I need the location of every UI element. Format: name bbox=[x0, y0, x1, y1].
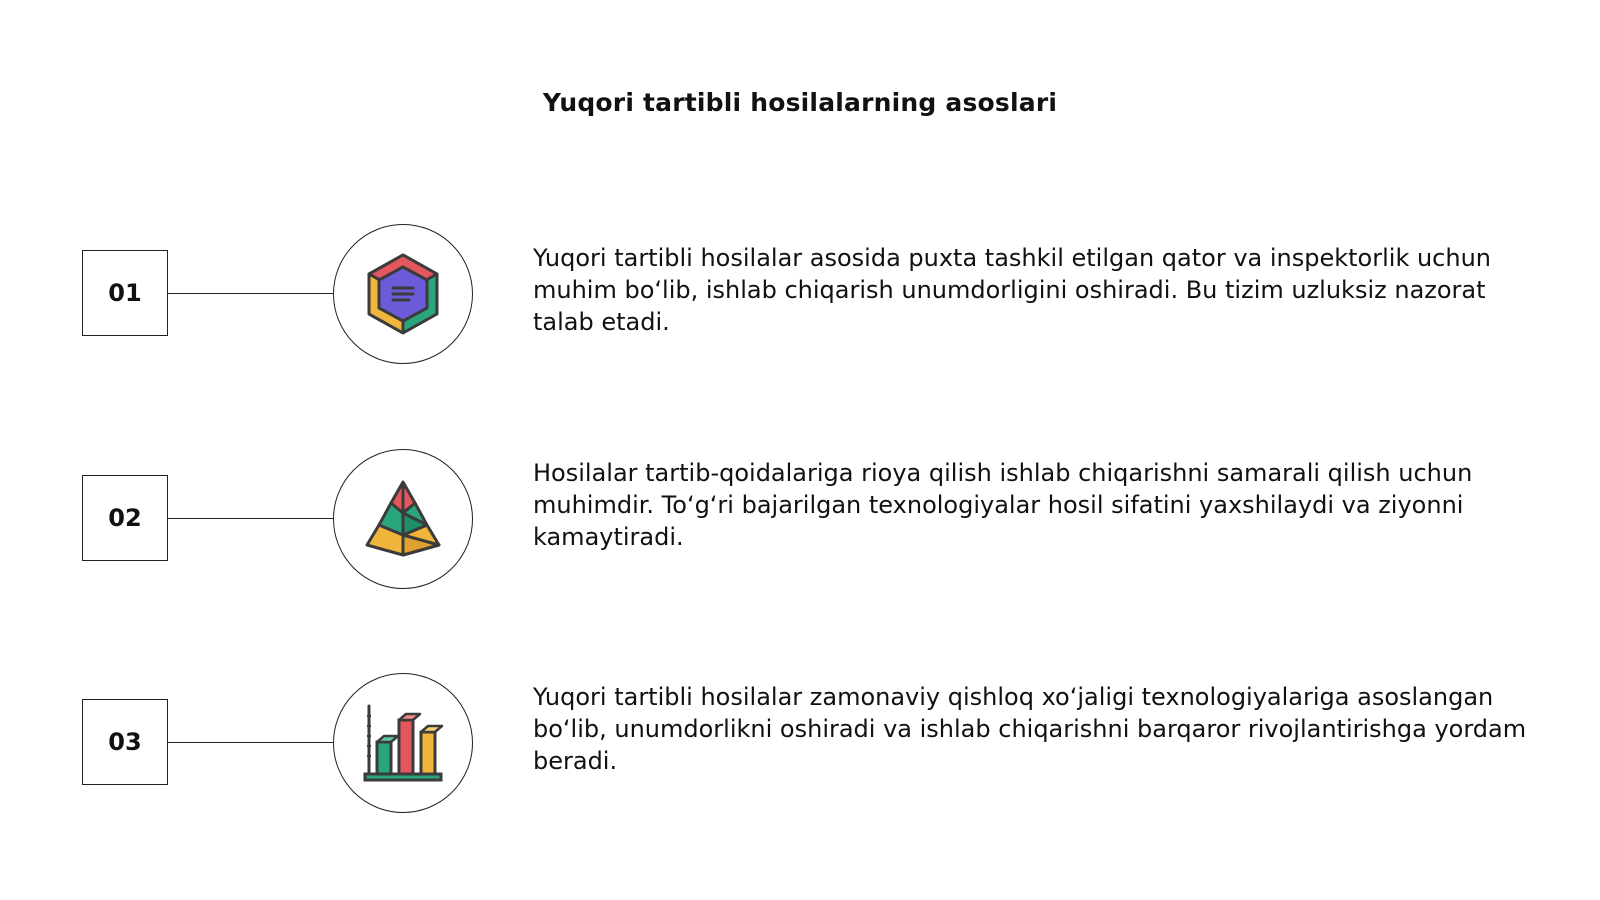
item-number-box: 02 bbox=[82, 475, 168, 561]
item-description: Yuqori tartibli hosilalar asosida puxta tashkil etilgan qator va inspektorlik uchun muhim bo‘lib, ishlab chiqarish unumdorligini oshiradi. Bu tizim uzluksiz nazorat talab etadi. bbox=[533, 244, 1492, 336]
item-number-box: 01 bbox=[82, 250, 168, 336]
connector-line bbox=[168, 742, 333, 743]
item-description: Yuqori tartibli hosilalar zamonaviy qishloq xo‘jaligi texnologiyalariga asoslangan bo‘lib, unumdorlikni oshiradi va ishlab chiqarishni barqaror rivojlantirishga yordam beradi. bbox=[533, 683, 1527, 775]
icon-circle bbox=[333, 673, 473, 813]
hexagon-cube-icon bbox=[365, 253, 441, 335]
connector-line bbox=[168, 518, 333, 519]
icon-circle bbox=[333, 449, 473, 589]
connector-line bbox=[168, 293, 333, 294]
list-item bbox=[0, 449, 1600, 589]
item-description: Hosilalar tartib-qoidalariga rioya qilish ishlab chiqarishni samarali qilish uchun muhimdir. To‘g‘ri bajarilgan texnologiyalar hosil sifatini yaxshilaydi va ziyonni kamaytiradi. bbox=[533, 459, 1473, 551]
icon-circle bbox=[333, 224, 473, 364]
pyramid-icon bbox=[363, 479, 443, 559]
page-title: Yuqori tartibli hosilalarning asoslari bbox=[542, 88, 1058, 117]
item-number-box: 03 bbox=[82, 699, 168, 785]
bar-chart-icon bbox=[361, 702, 445, 784]
list-item bbox=[0, 224, 1600, 364]
list-item bbox=[0, 673, 1600, 813]
